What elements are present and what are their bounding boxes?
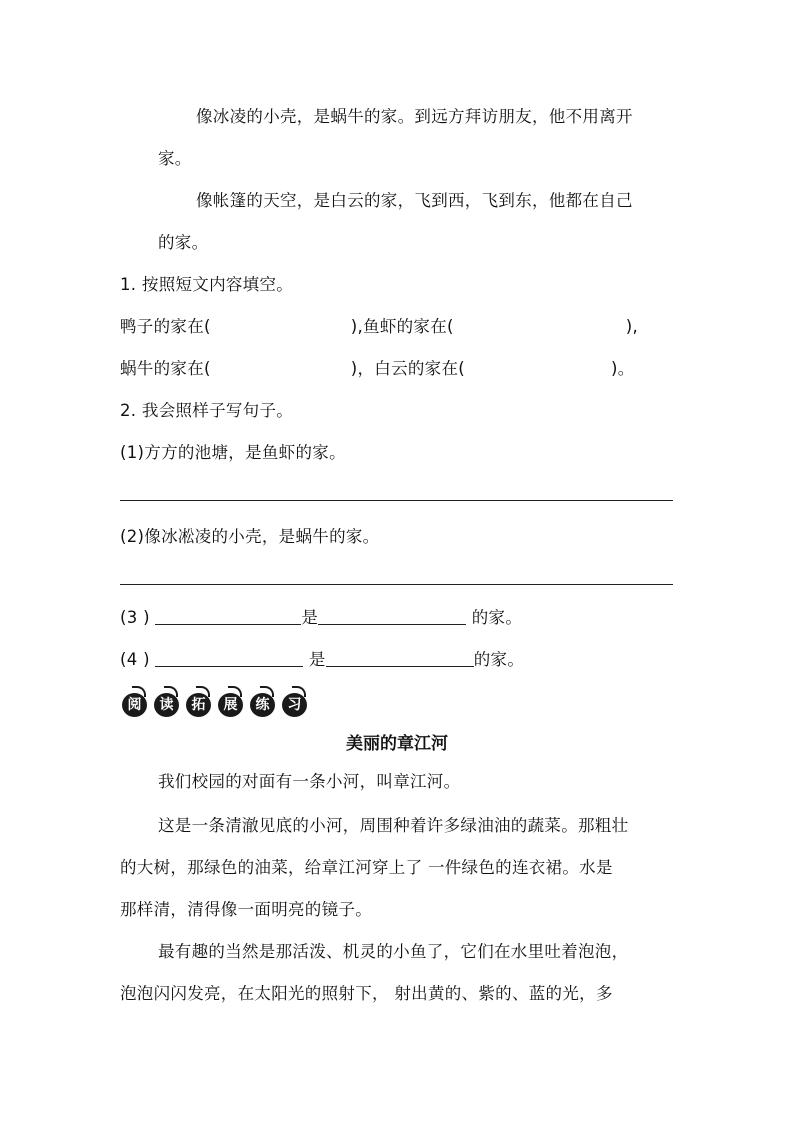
reading-line-6: 泡泡闪闪发亮，在太阳光的照射下， 射出黄的、紫的、蓝的光，多: [120, 984, 613, 1003]
q1-row1-a: 鸭子的家在(: [120, 317, 211, 336]
q2-item4-num: (4 ): [120, 650, 150, 669]
q2-item-1: (1)方方的池塘，是鱼虾的家。: [120, 443, 346, 462]
q1-row2-a: 蜗牛的家在(: [120, 359, 211, 378]
q2-item-4: [120, 649, 524, 671]
badge-char: [280, 688, 310, 718]
reading-practice-badge: [120, 688, 310, 718]
badge-char: [248, 688, 278, 718]
badge-char-text: 拓: [186, 693, 211, 717]
q2-item4-mid: 是: [303, 650, 326, 669]
q2-item4-blank-b[interactable]: [326, 650, 474, 667]
badge-char: [152, 688, 182, 718]
q2-item4-blank-a[interactable]: [155, 650, 303, 667]
q1-title: 1. 按照短文内容填空。: [120, 275, 294, 294]
badge-char-text: 练: [250, 693, 275, 717]
q2-item3-blank-b[interactable]: [318, 608, 466, 625]
q1-row2-c: )。: [611, 359, 635, 378]
reading-line-5: 最有趣的当然是那活泼、机灵的小鱼了，它们在水里吐着泡泡，: [158, 942, 629, 961]
q2-item3-num: (3 ): [120, 608, 150, 627]
q2-item4-end: 的家。: [473, 650, 525, 669]
q2-item3-end: 的家。: [466, 608, 523, 627]
reading-line-3: 的大树，那绿色的油菜，给章江河穿上了 一件绿色的连衣裙。水是: [120, 858, 613, 877]
badge-char-text: 习: [282, 693, 307, 717]
poem-line-4: 的家。: [158, 233, 209, 252]
q2-item3-blank-a[interactable]: [155, 608, 301, 625]
q2-answer-line-1[interactable]: [120, 500, 673, 501]
badge-char: [120, 688, 150, 718]
reading-title: 美丽的章江河: [346, 734, 448, 754]
q2-item-3: [120, 607, 522, 629]
badge-char: [184, 688, 214, 718]
poem-line-3: 像帐篷的天空，是白云的家，飞到西，飞到东，他都在自己: [196, 191, 633, 210]
poem-line-2: 家。: [158, 149, 192, 168]
badge-char: [216, 688, 246, 718]
q2-answer-line-2[interactable]: [120, 584, 673, 585]
q1-row1-b: ),鱼虾的家在(: [350, 317, 454, 336]
reading-line-1: 我们校园的对面有一条小河，叫章江河。: [158, 772, 461, 791]
reading-line-2: 这是一条清澈见底的小河，周围种着许多绿油油的蔬菜。那粗壮: [158, 816, 629, 835]
reading-line-4: 那样清，清得像一面明亮的镜子。: [120, 900, 372, 919]
q1-row-1: [120, 316, 638, 338]
poem-line-1: 像冰凌的小壳，是蜗牛的家。到远方拜访朋友，他不用离开: [196, 107, 633, 126]
badge-char-text: 读: [154, 693, 179, 717]
q2-item3-mid: 是: [301, 608, 319, 627]
q2-item-2: (2)像冰凇凌的小壳，是蜗牛的家。: [120, 527, 380, 546]
badge-char-text: 阅: [122, 693, 147, 717]
badge-char-text: 展: [218, 693, 243, 717]
q1-row2-b: )，白云的家在(: [350, 359, 466, 378]
q2-title: 2. 我会照样子写句子。: [120, 401, 294, 420]
q1-row-2: [120, 358, 635, 380]
q1-row1-c: ),: [625, 317, 639, 336]
